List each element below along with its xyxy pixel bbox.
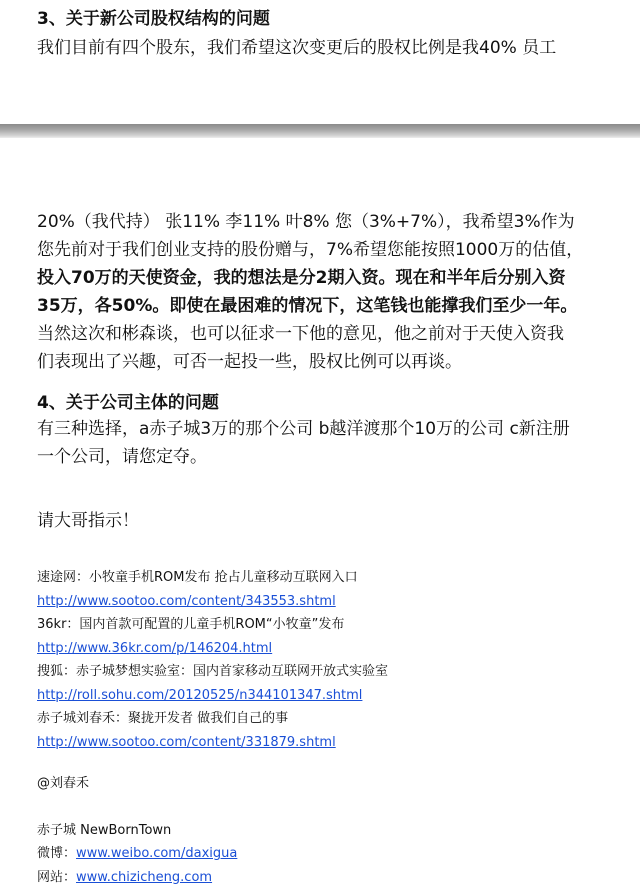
press-item-link[interactable]: http://roll.sohu.com/20120525/n344101347.shtml <box>37 687 363 703</box>
press-links <box>37 566 607 754</box>
section-3 <box>37 8 607 62</box>
signature-site-row <box>37 866 607 890</box>
paragraph-line: 20%（我代持） 张11% 李11% 叶8% 您（3%+7%），我希望3%作为 <box>37 212 575 232</box>
paragraph-line: 们表现出了兴趣，可否一起投一些，股权比例可以再谈。 <box>37 352 462 372</box>
page-break-divider <box>0 124 640 138</box>
section-4 <box>37 392 607 471</box>
equity-paragraph <box>37 208 607 376</box>
paragraph-line-bold <box>37 264 607 292</box>
site-label: 网站： <box>37 869 77 885</box>
press-item-link-row <box>37 590 607 614</box>
press-item-link-row <box>37 731 607 755</box>
press-item-link-row <box>37 637 607 661</box>
signature-company: 赤子城 NewBornTown <box>37 822 172 838</box>
press-item-label: 搜狐：赤子城梦想实验室：国内首家移动互联网开放式实验室 <box>37 664 389 679</box>
section-4-heading: 4、关于公司主体的问题 <box>37 393 219 413</box>
weibo-label: 微博： <box>37 846 77 861</box>
bold-text: 投入70万的天使资金，我的想法是分2期入资。现在和半年后分别入资 <box>37 268 566 288</box>
press-item-label: 速途网：小牧童手机ROM发布 抢占儿童移动互联网入口 <box>37 570 358 585</box>
press-item-link[interactable]: http://www.sootoo.com/content/331879.shtml <box>37 734 336 750</box>
section-4-line: 一个公司，请您定夺。 <box>37 447 207 467</box>
signature-weibo-row <box>37 842 607 866</box>
section-3-heading: 3、关于新公司股权结构的问题 <box>37 9 270 29</box>
signature-handle: @刘春禾 <box>37 776 90 791</box>
paragraph-line-bold <box>37 292 607 320</box>
page-upper-section <box>0 0 640 124</box>
site-link[interactable]: www.chizicheng.com <box>76 869 213 885</box>
press-item-link-row <box>37 684 607 708</box>
press-item-label: 36kr：国内首款可配置的儿童手机ROM“小牧童”发布 <box>37 617 345 632</box>
paragraph-line: 当然这次和彬森谈，也可以征求一下他的意见，他之前对于天使入资我 <box>37 324 564 344</box>
section-3-text: 我们目前有四个股东，我们希望这次变更后的股权比例是我40% 员工 <box>37 38 557 58</box>
bold-text: 35万，各50%。即使在最困难的情况下，这笔钱也能撑我们至少一年。 <box>37 296 578 316</box>
paragraph-line: 您先前对于我们创业支持的股份赠与，7%希望您能按照1000万的估值， <box>37 240 584 260</box>
press-item-link[interactable]: http://www.sootoo.com/content/343553.shtml <box>37 593 336 609</box>
signature-block <box>37 772 607 889</box>
closing-line <box>37 507 607 535</box>
weibo-link[interactable]: www.weibo.com/daxigua <box>76 846 238 861</box>
section-4-line: 有三种选择，a赤子城3万的那个公司 b越洋渡那个10万的公司 c新注册 <box>37 419 570 439</box>
press-item-label: 赤子城刘春禾：聚拢开发者 做我们自己的事 <box>37 711 289 726</box>
press-item-link[interactable]: http://www.36kr.com/p/146204.html <box>37 640 273 656</box>
closing-text: 请大哥指示！ <box>37 511 139 531</box>
